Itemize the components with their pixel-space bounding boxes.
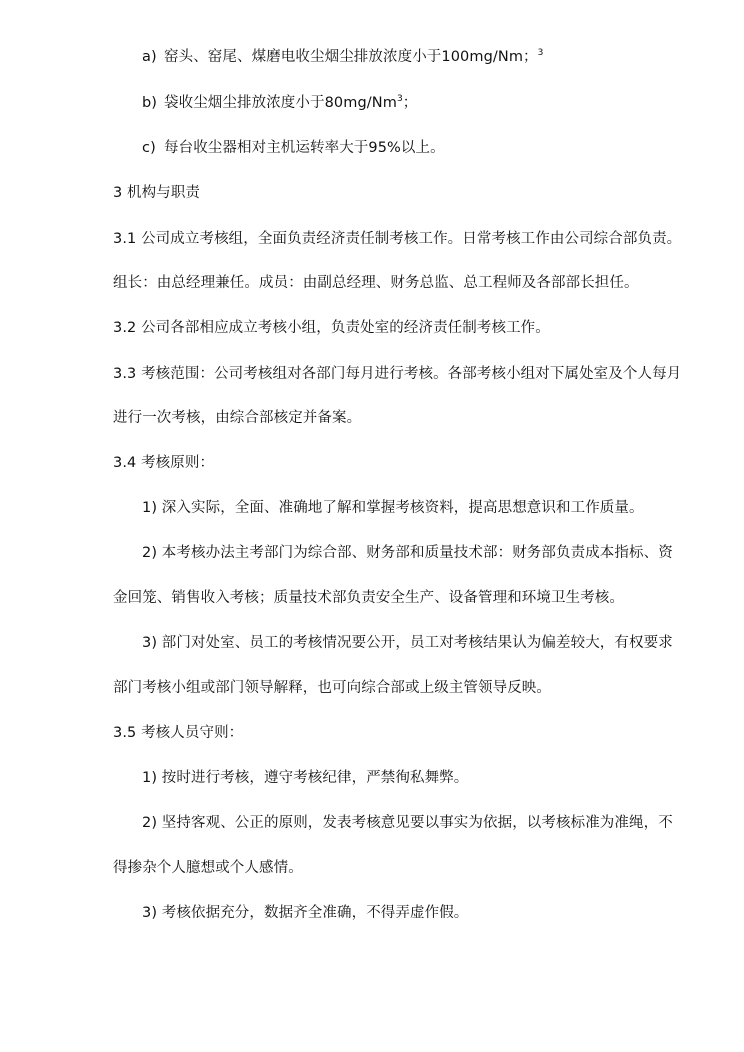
paragraph-3-1-line-2: 组长：由总经理兼任。成员：由副总经理、财务总监、总工程师及各部部长担任。: [113, 275, 639, 291]
section-3-heading: 3 机构与职责: [113, 185, 201, 201]
item-c-tag: c): [142, 140, 156, 156]
principle-item-2-line-2: 金回笼、销售收入考核；质量技术部负责安全生产、设备管理和环境卫生考核。: [113, 590, 624, 606]
rule-item-2-line-1: 2) 坚持客观、公正的原则，发表考核意见要以事实为依据，以考核标准为准绳，不: [142, 815, 673, 831]
item-a: [142, 47, 692, 67]
item-b-after: ；: [402, 95, 418, 111]
item-a-superscript: 3: [537, 48, 544, 58]
paragraph-3-2: 3.2 公司各部相应成立考核小组，负责处室的经济责任制考核工作。: [113, 320, 550, 336]
section-3-4-heading: 3.4 考核原则：: [113, 455, 215, 471]
item-c-text: 每台收尘器相对主机运转率大于95%以上。: [164, 140, 445, 156]
paragraph-3-1-line-1: 3.1 公司成立考核组，全面负责经济责任制考核工作。日常考核工作由公司综合部负责。: [113, 231, 682, 247]
section-3-5-heading: 3.5 考核人员守则：: [113, 725, 244, 741]
item-b: [142, 93, 692, 113]
principle-item-1: 1) 深入实际，全面、准确地了解和掌握考核资料，提高思想意识和工作质量。: [142, 500, 644, 516]
principle-item-2-line-1: 2) 本考核办法主考部门为综合部、财务部和质量技术部：财务部负责成本指标、资: [142, 545, 673, 561]
rule-item-3: 3) 考核依据充分，数据齐全准确，不得弄虚作假。: [142, 905, 469, 921]
paragraph-3-3-line-1: 3.3 考核范围：公司考核组对各部门每月进行考核。各部考核小组对下属处室及个人每月: [113, 366, 682, 382]
item-a-tag: a): [142, 49, 157, 65]
item-c: [142, 138, 692, 158]
item-b-text: 袋收尘烟尘排放浓度小于80mg/Nm: [164, 95, 397, 111]
paragraph-3-3-line-2: 进行一次考核，由综合部核定并备案。: [113, 410, 362, 426]
principle-item-3-line-2: 部门考核小组或部门领导解释，也可向综合部或上级主管领导反映。: [113, 680, 551, 696]
item-a-text: 窑头、窑尾、煤磨电收尘烟尘排放浓度小于100mg/Nm；: [164, 49, 538, 65]
item-b-superscript: 3: [396, 94, 403, 104]
item-b-tag: b): [142, 95, 158, 111]
rule-item-1: 1) 按时进行考核，遵守考核纪律，严禁徇私舞弊。: [142, 770, 469, 786]
rule-item-2-line-2: 得掺杂个人臆想或个人感情。: [113, 860, 303, 876]
principle-item-3-line-1: 3) 部门对处室、员工的考核情况要公开，员工对考核结果认为偏差较大，有权要求: [142, 635, 673, 651]
